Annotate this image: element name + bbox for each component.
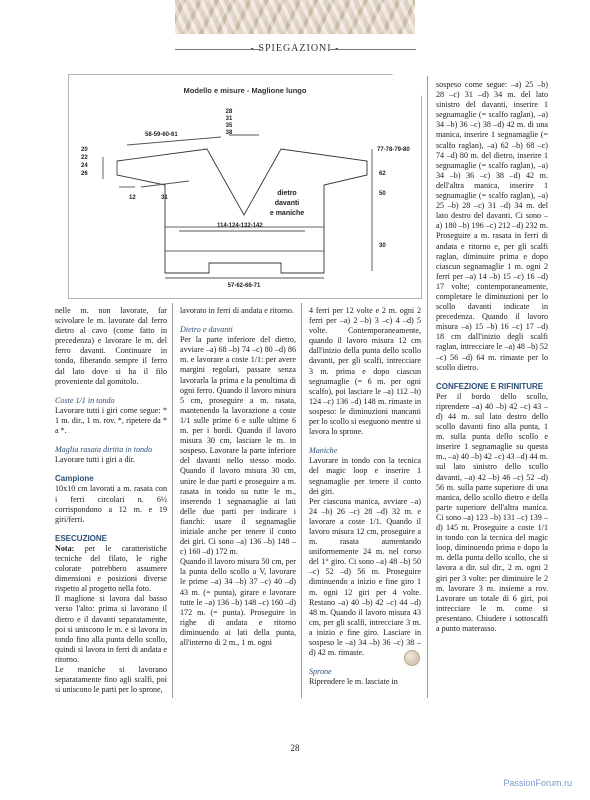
side-30-label: 30 — [379, 243, 386, 249]
subheading: Dietro e davanti — [180, 325, 233, 335]
watermark: PassionForum.ru — [503, 778, 572, 788]
column-rule-3 — [427, 76, 428, 698]
paragraph: lavorato in ferri di andata e ritorno. — [180, 306, 294, 315]
total-height-label: 77-78-79-80 — [377, 147, 410, 153]
text-column-3 — [309, 306, 421, 687]
sleeve-height-c: 24 — [81, 163, 88, 169]
note-label: Nota: — [55, 543, 75, 553]
subheading: Coste 1/1 in tondo — [55, 395, 115, 405]
sleeve-height-b: 22 — [81, 155, 88, 161]
body-label-line1: dietro — [277, 190, 297, 197]
column-rule-1 — [172, 303, 173, 698]
neck-width-c: 35 — [225, 123, 233, 129]
sweater-schematic — [69, 75, 421, 298]
paragraph: 4 ferri per 12 volte e 2 m. ogni 2 ferri per –a) 2 –b) 3 –c) 4 –d) 5 volte. Contemporaneamente, quando il lavoro misura 12 cm dall'inizio della punta dello scollo davanti, per gli scalfi, intrecciare 3 m. prima e dopo ciascun segnamaglie (= 6 m. per ogni scalfo), poi lasciare le –a) 112 –b) 124 –c) 136 –d) 148 m. rimaste in sospeso: le diminuzioni mancanti per lo scollo si eseguono mentre si lavora lo sprone. — [309, 306, 421, 437]
paragraph: Il maglione si lavora dal basso verso l'alto: prima si lavorano il dietro e il davanti separatamente, poi si uniscono le m. e si lavora in tondo fino alla punta dello scollo, quindi si lavora in ferri di andata e ritorno. — [55, 594, 167, 664]
paragraph: 10x10 cm lavorati a m. rasata con i ferri circolari n. 6½ corrispondono a 12 m. e 19 giri/ferri. — [55, 484, 167, 524]
paragraph: Nota: per le caratteristiche tecniche del filato, le righe colorate potrebbero assumere dimensioni e posizioni diverse rispetto al progetto nella foto. — [55, 543, 167, 594]
text-column-4 — [436, 80, 548, 634]
body-label-line2: davanti — [274, 200, 300, 207]
body-label-line3: e maniche — [269, 210, 305, 217]
shoulder-width-label: 58-59-60-61 — [145, 132, 178, 138]
paragraph: sospeso come segue: –a) 25 –b) 28 –c) 31 –d) 34 m. del lato sinistro del davanti, inserire 1 segnamaglie (= scalfo raglan), –a) 34 –b) 36 –c) 38 –d) 42 m. di una manica, inserire 1 segnamaglie (= scalfo raglan), –a) 62 –b) 68 –c) 74 –d) 80 m. del dietro, inserire 1 segnamaglie (= scalfo raglan), –a) 34 –b) 36 –c) 38 –d) 42 m. dell'altra manica, inserire 1 segnamaglie (= scalfo raglan), –a) 25 –b) 28 –c) 31 –d) 34 m. del lato destro del davanti. Ci sono –a) 180 –b) 196 –c) 212 –d) 232 m. Proseguire a m. rasata in ferri di andata e ritorno e, per gli scalfi raglan, diminuire prima e dopo ciascun segnamaglie 1 m. ogni 2 ferri per –a) 14 –b) 15 –c) 16 –d) 17 volte; contemporaneamente, completare le diminuzioni per lo scollo davanti indicate in precedenza. Quando il lavoro misura –a) 15 –b) 16 –c) 17 –d) 18 cm dall'inizio degli scalfi raglan, intrecciare le –a) 48 –b) 52 –c) 56 –d) 64 m. rimaste per lo scollo dietro. — [436, 80, 548, 372]
sleeve-length-label: 31 — [161, 195, 168, 201]
sleeve-cuff-label: 12 — [129, 195, 136, 201]
section-heading: Campione — [55, 474, 94, 484]
schematic-title: Modello e misure - Maglione lungo — [183, 86, 307, 95]
column-rule-2 — [301, 303, 302, 698]
text-column-1 — [55, 306, 167, 695]
paragraph: Lavorare tutti i giri come segue: * 1 m. dir., 1 m. rov. *, ripetere da * a *. — [55, 405, 167, 436]
yarn-ball-icon — [404, 650, 420, 666]
paragraph: Lavorare in tondo con la tecnica del magic loop e inserire 1 segnamaglie per tenere il conto dei giri. — [309, 456, 421, 496]
subheading: Maniche — [309, 446, 338, 456]
subheading: Maglia rasata diritta in tondo — [55, 445, 153, 455]
chest-width-label: 114-124-132-142 — [217, 223, 263, 229]
sleeve-height-a: 20 — [81, 147, 88, 153]
v-depth-label: 62 — [379, 171, 386, 177]
yarn-texture-banner — [175, 0, 415, 34]
paragraph: Per ciascuna manica, avviare –a) 24 –b) 26 –c) 28 –d) 32 m. e lavorare a coste 1/1. Quando il lavoro misura 12 cm, proseguire a m. rasata aumentando uniformemente 24 m. nel corso del 1° giro. Ci sono –a) 48 –b) 50 –c) 52 –d) 56 m. Proseguire diminuendo a inizio e fine giro 1 m. ogni 12 giri per 4 volte. Restano –a) 40 –b) 42 –c) 44 –d) 48 m. Quando il lavoro misura 43 cm, per gli scalfi, intrecciare 3 m. a inizio e fine giro. Lasciare in sospeso le –a) 34 –b) 36 –c) 38 –d) 42 m. rimaste. — [309, 496, 421, 658]
paragraph: Quando il lavoro misura 50 cm, per la punta dello scollo a V, lavorare le prime –a) 34 –b) 37 –c) 40 –d) 43 m. (= punta), girare e lavorare tutte le –a) 136 –b) 148 –c) 160 –d) 172 m. (= punta). Proseguire in righe di andata e ritorno diminuendo ai lati della punta, all'interno di 2 m., 1 m. ogni — [180, 557, 296, 647]
section-heading: ESECUZIONE — [55, 533, 108, 543]
sweater-outline — [117, 149, 367, 273]
paragraph: Le maniche si lavorano separatamente fino agli scalfi, poi si uniscono le parti per lo sprone, — [55, 665, 167, 695]
page-number: 28 — [290, 743, 300, 753]
neck-width-d: 38 — [225, 130, 233, 136]
neck-width-a: 28 — [225, 109, 233, 115]
paragraph: Lavorare tutti i giri a dir. — [55, 455, 136, 465]
paragraph: Riprendere le m. lasciate in — [309, 677, 398, 687]
schematic-panel — [68, 74, 422, 299]
text-column-2 — [180, 306, 296, 648]
neck-width-b: 31 — [225, 116, 233, 122]
sleeve-height-d: 26 — [81, 171, 88, 177]
paragraph: Per la parte inferiore del dietro, avviare –a) 68 –b) 74 –c) 80 –d) 86 m. e lavorare a coste 1/1: per avere margini regolari, passare senza lavorarla la prima e la penultima di ogni ferro. Quando il lavoro misura 5 cm, proseguire a m. rasata, mantenendo la lavorazione a coste 1/1 sulle prime 6 e sulle ultime 6 m. per i bordi. Quando il lavoro misura 30 cm, lasciare le m. in sospeso. Lavorare la parte inferiore del davanti nello stesso modo. Quando il lavoro misura 30 cm, unire le due parti e proseguire a m. rasata in tondo su tutte le m., inserendo 1 segnamaglie ai lati delle due parti per indicare i fianchi: usare il segnamaglie iniziale anche per tenere il conto dei giri. Ci sono –a) 136 –b) 148 –c) 160 –d) 172 m. — [180, 335, 296, 557]
subheading: Sprone — [309, 667, 332, 677]
paragraph: Per il bordo dello scollo, riprendere –a) 40 –b) 42 –c) 43 –d) 44 m. sul lato destro dello scollo davanti fino alla punta, 1 m. sulla punta dello scollo e inserire 1 segnamaglie su questa m., –a) 40 –b) 42 –c) 43 –d) 44 m. sul lato sinistro dello scollo davanti, –a) 42 –b) 46 –c) 52 –d) 56 m. sulla parte superiore di una manica, dello scollo dietro e della parte superiore dell'altra manica. Ci sono –a) 123 –b) 131 –c) 139 –d) 145 m. Proseguire a coste 1/1 in tondo con la tecnica del magic loop, diminuendo prima e dopo la m. della punta dello scollo, che si lavora a dir. sul dir., 2 m. ogni 2 giri per 3 volte: per diminuire le 2 m. lavorare 3 m. insieme a rov. Lavorare un totale di 6 giri, poi intrecciare le m. come si presentano. Chiudere i sottoscalfi a punto materasso. — [436, 391, 548, 633]
side-50-label: 50 — [379, 191, 386, 197]
bottom-width-label: 57-62-66-71 — [227, 283, 261, 289]
paragraph: nelle m. non lavorate, far scivolare le m. lavorate dal ferro dietro al cavo (come fatto in precedenza) e lavorare le m. del ferro davanti. Continuare in tondo, fiberando sempre il ferro dal lato dove si ha il filo proveniente dal gomitolo. — [55, 306, 167, 386]
section-header: - SPIEGAZIONI - — [250, 43, 340, 54]
section-heading: CONFEZIONE E RIFINITURE — [436, 381, 544, 391]
